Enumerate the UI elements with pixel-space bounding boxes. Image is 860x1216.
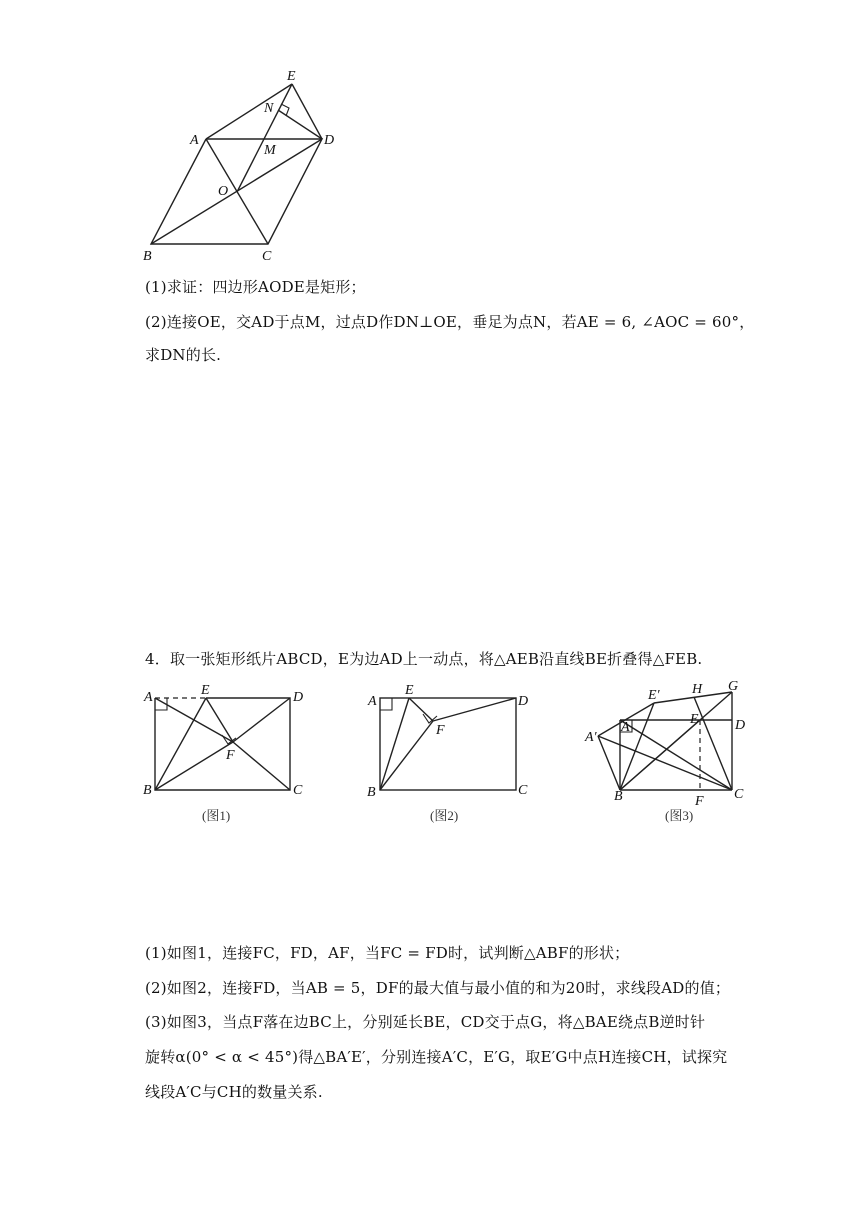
fig2-label-C: C bbox=[518, 783, 528, 798]
problem4-part1: (1)如图1，连接FC，FD，AF，当FC = FD时，试判断△ABF的形状； bbox=[145, 944, 630, 962]
label-C: C bbox=[262, 249, 272, 264]
label-N: N bbox=[264, 101, 274, 116]
fig3-caption: (图3) bbox=[665, 808, 694, 823]
fig1-label-C: C bbox=[293, 783, 303, 798]
fig2-label-E: E bbox=[405, 683, 414, 698]
fig3-label-A: A bbox=[621, 720, 630, 735]
fig1-caption: (图1) bbox=[202, 808, 231, 823]
problem4-part2: (2)如图2，连接FD，当AB = 5，DF的最大值与最小值的和为20时，求线段AD的值； bbox=[145, 979, 731, 997]
problem4-part3-line1: (3)如图3，当点F落在边BC上，分别延长BE，CD交于点G，将△BAE绕点B逆时针 bbox=[145, 1013, 706, 1031]
fig3-label-F: F bbox=[695, 794, 704, 809]
fig3-label-E1: E′ bbox=[648, 688, 660, 703]
fig3-label-E: E bbox=[690, 712, 699, 727]
fig2-label-B: B bbox=[367, 785, 376, 800]
problem3-part2-line1: (2)连接OE，交AD于点M，过点D作DN⊥OE，垂足为点N，若AE = 6, ∠AOC = 60°， bbox=[145, 313, 755, 331]
problem4-figure3 bbox=[580, 676, 760, 821]
label-E: E bbox=[287, 69, 296, 84]
fig1-label-F: F bbox=[226, 748, 235, 763]
fig3-label-H: H bbox=[692, 682, 703, 697]
label-O: O bbox=[218, 184, 229, 199]
fig2-label-F: F bbox=[436, 723, 445, 738]
fig3-label-B: B bbox=[614, 789, 623, 804]
fig1-label-D: D bbox=[293, 690, 304, 705]
fig1-label-A: A bbox=[144, 690, 153, 705]
fig3-label-C: C bbox=[734, 787, 744, 802]
fig2-label-A: A bbox=[368, 694, 377, 709]
problem4-figure1 bbox=[140, 680, 310, 825]
label-B: B bbox=[143, 249, 152, 264]
fig3-label-A1: A′ bbox=[585, 730, 597, 745]
problem3-part2-line2: 求DN的长. bbox=[145, 346, 222, 364]
fig3-label-D: D bbox=[735, 718, 746, 733]
problem4-figure2 bbox=[360, 680, 535, 825]
label-M: M bbox=[264, 143, 276, 158]
problem3-figure bbox=[140, 64, 360, 264]
problem4-part3-line2: 旋转α(0° < α < 45°)得△BA′E′，分别连接A′C，E′G，取E′G中点H连接CH，试探究 bbox=[145, 1048, 728, 1066]
problem3-part1: (1)求证：四边形AODE是矩形； bbox=[145, 278, 366, 296]
label-D: D bbox=[324, 133, 335, 148]
fig1-label-B: B bbox=[143, 783, 152, 798]
problem4-part3-line3: 线段A′C与CH的数量关系. bbox=[145, 1083, 323, 1101]
fig2-caption: (图2) bbox=[430, 808, 459, 823]
label-A: A bbox=[190, 133, 199, 148]
fig2-label-D: D bbox=[518, 694, 529, 709]
fig1-label-E: E bbox=[201, 683, 210, 698]
fig3-label-G: G bbox=[728, 679, 739, 694]
problem4-statement: 4．取一张矩形纸片ABCD，E为边AD上一动点，将△AEB沿直线BE折叠得△FEB. bbox=[145, 650, 703, 668]
